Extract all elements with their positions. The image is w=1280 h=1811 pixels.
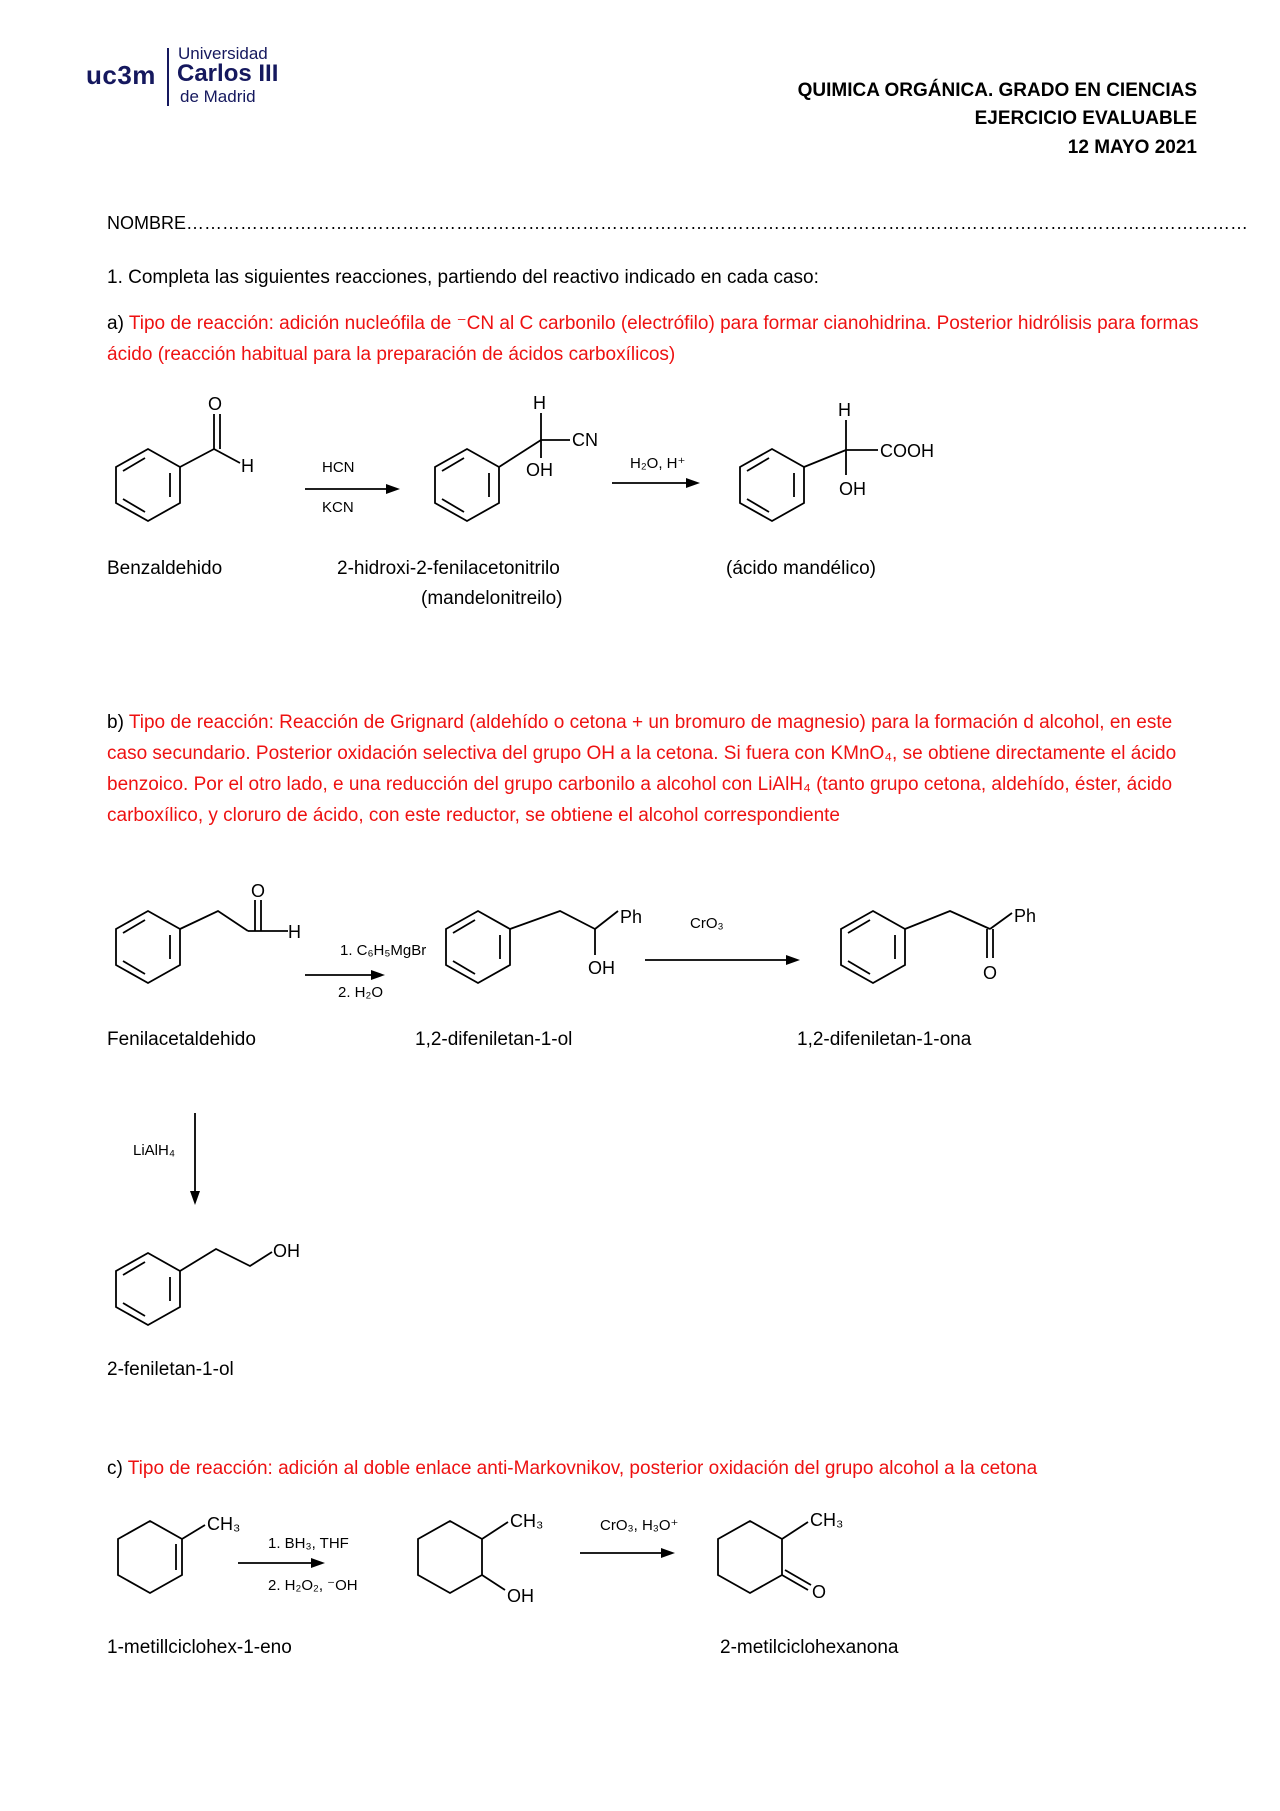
grignard-reagent: 1. C₆H₅MgBr xyxy=(340,942,427,959)
section-a-text: Tipo de reacción: adición nucleófila de ⁻CN al C carbonilo (electrófilo) para formar cianohidrina. Posterior hidrólisis para formas ácido (reacción habitual para la preparación de ácidos carboxílicos) xyxy=(107,313,1199,365)
methyl-label: CH₃ xyxy=(510,1511,544,1531)
oxidant-reagent: CrO₃ xyxy=(690,915,724,932)
section-a-letter: a) xyxy=(107,313,124,334)
cyclohexane-ring xyxy=(718,1521,782,1593)
phenyl-label: Ph xyxy=(1014,906,1037,926)
section-c-letter: c) xyxy=(107,1458,123,1479)
exam-date: 12 MAYO 2021 xyxy=(1067,137,1197,158)
section-b-text: Tipo de reacción: Reacción de Grignard (aldehído o cetona + un bromuro de magnesio) para la formación d alcohol, en este caso secundario. Posterior oxidación selectiva del grupo OH a la cetona. Si fuera con KMnO₄, se obtiene directamente el ácido benzoico. Por el otro lado, e una reducción del grupo carbonilo a alcohol con LiAlH₄ (tanto grupo cetona, aldehído, éster, ácido carboxílico, y cloruro de ácido, con este reductor, se obtiene el alcohol correspondiente xyxy=(107,712,1177,826)
hydroboration-reagent: 1. BH₃, THF xyxy=(268,1535,349,1552)
ketone-oxygen-label: O xyxy=(983,963,998,983)
cyanohydrin-common-name: (mandelonitreilo) xyxy=(421,588,563,609)
benzaldehido-label: Benzaldehido xyxy=(107,558,223,579)
hydrolysis-reagent: H₂O, H⁺ xyxy=(630,455,686,472)
phenylacetaldehyde-label: Fenilacetaldehido xyxy=(107,1029,256,1050)
hydroxyl-label: OH xyxy=(507,1586,534,1606)
hydroxyl-label: OH xyxy=(273,1241,300,1261)
cyanohydrin-label: 2-hidroxi-2-fenilacetonitrilo xyxy=(337,558,560,579)
oxidation-workup-reagent: 2. H₂O₂, ⁻OH xyxy=(268,1577,358,1594)
logo-universidad: Universidad xyxy=(178,44,268,63)
phenylethanol-label: 2-feniletan-1-ol xyxy=(107,1359,234,1380)
methylcyclohexanone-label: 2-metilciclohexanona xyxy=(720,1637,899,1658)
logo-uc3m: uc3m xyxy=(86,60,156,90)
methylcyclohexene-label: 1-metillciclohex-1-eno xyxy=(107,1637,292,1658)
section-c-text: Tipo de reacción: adición al doble enlace anti-Markovnikov, posterior oxidación del grupo alcohol a la cetona xyxy=(127,1458,1038,1479)
course-title: QUIMICA ORGÁNICA. GRADO EN CIENCIAS xyxy=(797,80,1197,101)
phenyl-label: Ph xyxy=(620,907,643,927)
methyl-label: CH₃ xyxy=(207,1514,241,1534)
alpha-h-label: H xyxy=(838,400,851,420)
section-b-letter: b) xyxy=(107,712,124,733)
cyclohexane-ring xyxy=(418,1521,482,1593)
carboxyl-label: COOH xyxy=(880,441,934,461)
hydroxyl-label: OH xyxy=(839,479,866,499)
logo-carlos-iii: Carlos III xyxy=(177,60,279,87)
reductant-reagent: LiAlH₄ xyxy=(133,1142,175,1159)
aldehyde-h-label: H xyxy=(241,456,254,476)
aldehyde-h-label: H xyxy=(288,922,301,942)
water-workup: 2. H₂O xyxy=(338,984,383,1001)
carbonyl-oxygen-label: O xyxy=(208,394,223,414)
hcn-reagent: HCN xyxy=(322,459,355,476)
carbonyl-oxygen-label: O xyxy=(251,881,266,901)
hydroxyl-label: OH xyxy=(526,460,553,480)
mandelic-acid-label: (ácido mandélico) xyxy=(726,558,876,579)
alpha-h-label: H xyxy=(533,393,546,413)
logo-de-madrid: de Madrid xyxy=(180,87,256,106)
name-field: NOMBRE…………………………………………………………………………………………………………………………………………………………… xyxy=(107,213,1249,233)
jones-reagent: CrO₃, H₃O⁺ xyxy=(600,1517,679,1534)
exercise-title: EJERCICIO EVALUABLE xyxy=(974,108,1197,129)
diphenylethanol-label: 1,2-difeniletan-1-ol xyxy=(415,1029,573,1050)
methyl-label: CH₃ xyxy=(810,1510,844,1530)
nitrile-label: CN xyxy=(572,430,598,450)
kcn-reagent: KCN xyxy=(322,499,354,516)
diphenylethanone-label: 1,2-difeniletan-1-ona xyxy=(797,1029,972,1050)
hydroxyl-label: OH xyxy=(588,958,615,978)
question-statement: 1. Completa las siguientes reacciones, partiendo del reactivo indicado en cada caso: xyxy=(107,267,819,288)
cyclohexene-ring xyxy=(118,1521,182,1593)
ketone-oxygen-label: O xyxy=(812,1582,827,1602)
